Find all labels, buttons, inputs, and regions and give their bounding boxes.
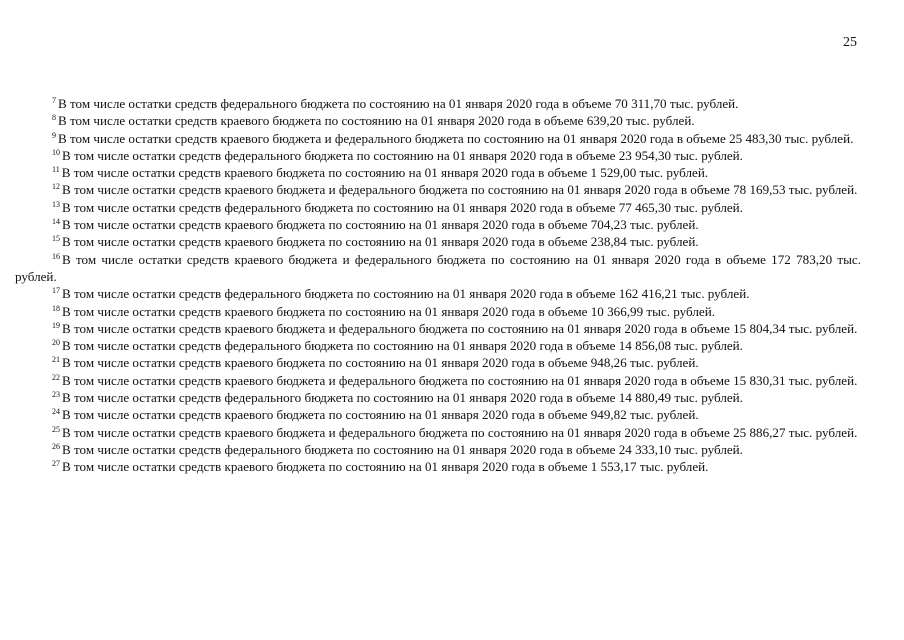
footnote-text: В том числе остатки средств федерального бюджета по состоянию на 01 января 2020 года в объеме 14 880,49 тыс. рублей.: [62, 390, 743, 406]
footnote: [15, 389, 861, 406]
footnote-number: 18: [52, 303, 60, 313]
footnote-text: В том числе остатки средств краевого бюджета и федерального бюджета по состоянию на 01 января 2020 года в объеме 15 830,31 тыс. рублей.: [62, 372, 858, 388]
footnote-text: В том числе остатки средств краевого бюджета и федерального бюджета по состоянию на 01 января 2020 года в объеме 78 169,53 тыс. рублей.: [62, 182, 858, 198]
footnote: [15, 251, 861, 286]
footnote: [15, 95, 861, 112]
footnote-text: В том числе остатки средств краевого бюджета и федерального бюджета по состоянию на 01 января 2020 года в объеме 25 483,30 тыс. рублей.: [58, 130, 854, 146]
footnote-text: В том числе остатки средств краевого бюджета по состоянию на 01 января 2020 года в объеме 10 366,99 тыс. рублей.: [62, 303, 715, 319]
footnote-text: В том числе остатки средств краевого бюджета и федерального бюджета по состоянию на 01 января 2020 года в объеме 172 783,20 тыс. рублей.: [15, 251, 861, 284]
footnote: [15, 458, 861, 475]
footnote-text: В том числе остатки средств краевого бюджета и федерального бюджета по состоянию на 01 января 2020 года в объеме 25 886,27 тыс. рублей.: [62, 424, 858, 440]
footnote-text: В том числе остатки средств федерального бюджета по состоянию на 01 января 2020 года в объеме 23 954,30 тыс. рублей.: [62, 147, 743, 163]
footnote: [15, 441, 861, 458]
footnote: [15, 424, 861, 441]
footnote-text: В том числе остатки средств федерального бюджета по состоянию на 01 января 2020 года в объеме 70 311,70 тыс. рублей.: [58, 96, 739, 111]
footnote: [15, 199, 861, 216]
footnote-number: 14: [52, 217, 60, 227]
footnotes-list: [15, 95, 861, 476]
footnote: [15, 372, 861, 389]
footnote: [15, 320, 861, 337]
footnote: [15, 112, 861, 129]
footnote-number: 19: [52, 320, 60, 330]
footnote-number: 27: [52, 459, 60, 469]
footnote: [15, 233, 861, 250]
footnote-number: 9: [52, 130, 56, 140]
footnote-number: 7: [52, 96, 56, 105]
footnote-number: 8: [52, 113, 56, 123]
footnote-number: 11: [52, 165, 60, 175]
footnote-number: 25: [52, 424, 60, 434]
footnote-number: 16: [52, 251, 60, 261]
footnote: [15, 147, 861, 164]
footnote-text: В том числе остатки средств краевого бюджета по состоянию на 01 января 2020 года в объеме 238,84 тыс. рублей.: [62, 234, 699, 250]
footnote-text: В том числе остатки средств краевого бюджета по состоянию на 01 января 2020 года в объеме 949,82 тыс. рублей.: [62, 407, 699, 423]
footnote-number: 20: [52, 338, 60, 348]
footnote-number: 21: [52, 355, 60, 365]
footnote-text: В том числе остатки средств краевого бюджета по состоянию на 01 января 2020 года в объеме 1 553,17 тыс. рублей.: [62, 459, 709, 475]
footnote: [15, 354, 861, 371]
footnote: [15, 303, 861, 320]
footnote: [15, 130, 861, 147]
footnote-text: В том числе остатки средств федерального бюджета по состоянию на 01 января 2020 года в объеме 162 416,21 тыс. рублей.: [62, 286, 750, 302]
footnote: [15, 181, 861, 198]
footnote: [15, 406, 861, 423]
footnote-number: 24: [52, 407, 60, 417]
page-number: 25: [843, 35, 857, 50]
footnote: [15, 216, 861, 233]
footnote-text: В том числе остатки средств краевого бюджета по состоянию на 01 января 2020 года в объеме 948,26 тыс. рублей.: [62, 355, 699, 371]
footnote-number: 10: [52, 147, 60, 157]
footnote-text: В том числе остатки средств федерального бюджета по состоянию на 01 января 2020 года в объеме 77 465,30 тыс. рублей.: [62, 199, 743, 215]
footnote: [15, 285, 861, 302]
footnote-text: В том числе остатки средств краевого бюджета по состоянию на 01 января 2020 года в объеме 704,23 тыс. рублей.: [62, 217, 699, 233]
footnote-number: 12: [52, 182, 60, 192]
footnote-number: 17: [52, 286, 60, 296]
footnote-number: 22: [52, 372, 60, 382]
footnote-text: В том числе остатки средств краевого бюджета и федерального бюджета по состоянию на 01 января 2020 года в объеме 15 804,34 тыс. рублей.: [62, 320, 858, 336]
footnote-text: В том числе остатки средств краевого бюджета по состоянию на 01 января 2020 года в объеме 639,20 тыс. рублей.: [58, 113, 695, 129]
footnote: [15, 164, 861, 181]
footnote-number: 13: [52, 199, 60, 209]
footnote: [15, 337, 861, 354]
footnote-text: В том числе остатки средств краевого бюджета по состоянию на 01 января 2020 года в объеме 1 529,00 тыс. рублей.: [61, 165, 709, 181]
footnote-number: 23: [52, 390, 60, 400]
footnote-text: В том числе остатки средств федерального бюджета по состоянию на 01 января 2020 года в объеме 14 856,08 тыс. рублей.: [62, 338, 743, 354]
footnote-number: 15: [52, 234, 60, 244]
footnote-text: В том числе остатки средств федерального бюджета по состоянию на 01 января 2020 года в объеме 24 333,10 тыс. рублей.: [62, 441, 743, 457]
footnote-number: 26: [52, 441, 60, 451]
